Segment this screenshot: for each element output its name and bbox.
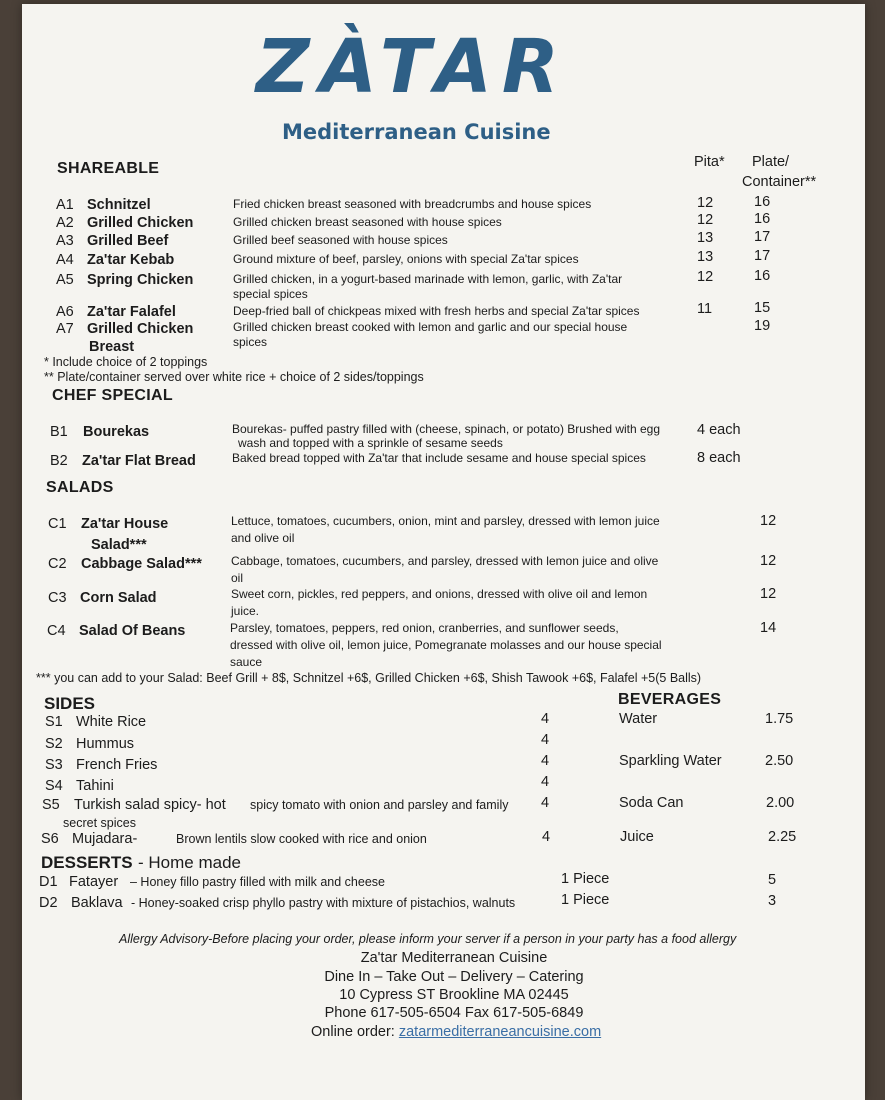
- side-code: S5: [42, 797, 60, 813]
- item-name: Corn Salad: [80, 590, 157, 606]
- item-name-line2: Breast: [89, 339, 135, 355]
- item-description-line2: and olive oil: [231, 531, 295, 545]
- dessert-price: 5: [768, 872, 777, 888]
- restaurant-subtitle: Mediterranean Cuisine: [282, 120, 551, 144]
- side-name: Mujadara-: [72, 831, 138, 847]
- dessert-description: - Honey-soaked crisp phyllo pastry with mixture of pistachios, walnuts: [131, 896, 516, 910]
- item-description: Grilled chicken breast cooked with lemon and garlic and our special house spices: [233, 320, 628, 349]
- item-price-pita: 13: [697, 249, 714, 265]
- footer-restaurant-name: Za'tar Mediterranean Cuisine: [360, 950, 548, 966]
- item-name: Schnitzel: [87, 197, 151, 213]
- column-header-pita: Pita*: [694, 154, 725, 170]
- side-code: S2: [45, 736, 63, 752]
- side-price: 4: [541, 732, 550, 748]
- beverage-price: 2.50: [765, 753, 794, 769]
- item-description: Grilled beef seasoned with house spices: [233, 233, 448, 247]
- item-price-plate: 17: [754, 248, 771, 264]
- online-order-link[interactable]: zatarmediterraneancuisine.com: [398, 1024, 602, 1040]
- section-title-sides: SIDES: [44, 694, 96, 713]
- item-description-line2: juice.: [231, 604, 260, 618]
- desserts-subtitle: - Home made: [138, 853, 241, 872]
- item-price-plate: 19: [754, 318, 771, 334]
- item-name: Grilled Chicken: [87, 321, 194, 337]
- item-code: C1: [48, 516, 67, 532]
- item-description: Ground mixture of beef, parsley, onions with special Za'tar spices: [233, 252, 579, 266]
- dessert-price: 3: [768, 893, 777, 909]
- item-code: A7: [56, 321, 74, 337]
- item-price-plate: 16: [754, 211, 771, 227]
- item-name: Spring Chicken: [87, 272, 194, 288]
- item-description: Sweet corn, pickles, red peppers, and onions, dressed with olive oil and lemon: [231, 587, 648, 601]
- item-code: C3: [48, 590, 67, 606]
- item-price-plate: 17: [754, 229, 771, 245]
- item-description-line2: wash and topped with a sprinkle of sesame seeds: [238, 436, 503, 450]
- item-name: Bourekas: [83, 424, 150, 440]
- footer-phone-fax: Phone 617-505-6504 Fax 617-505-6849: [324, 1005, 584, 1021]
- item-name: Salad Of Beans: [79, 623, 186, 639]
- item-price-plate: 16: [754, 268, 771, 284]
- section-title-salads: SALADS: [46, 479, 114, 496]
- side-name: Tahini: [76, 778, 114, 794]
- item-code: A1: [56, 197, 74, 213]
- side-price: 4: [541, 774, 550, 790]
- item-description-line3: sauce: [230, 655, 263, 669]
- column-header-container: Container**: [742, 174, 817, 190]
- restaurant-logo: ZÀTAR: [256, 24, 569, 110]
- beverage-price: 2.25: [768, 829, 797, 845]
- dessert-quantity: 1 Piece: [561, 871, 610, 887]
- item-code: C4: [47, 623, 66, 639]
- item-code: C2: [48, 556, 67, 572]
- dessert-description: – Honey fillo pastry filled with milk and cheese: [130, 875, 385, 889]
- side-code: S1: [45, 714, 63, 730]
- beverage-name: Water: [619, 711, 658, 727]
- beverage-name: Soda Can: [619, 795, 684, 811]
- item-code: A6: [56, 304, 74, 320]
- salad-addon-note: *** you can add to your Salad: Beef Grill + 8$, Schnitzel +6$, Grilled Chicken +6$, Shish Tawook +6$, Falafel +5(5 Balls): [36, 671, 702, 685]
- item-description: Parsley, tomatoes, peppers, red onion, cranberries, and sunflower seeds,: [230, 621, 619, 635]
- beverage-price: 1.75: [765, 711, 794, 727]
- item-price: 14: [760, 620, 777, 636]
- section-title-chef-special: CHEF SPECIAL: [52, 387, 173, 404]
- item-description: Bourekas- puffed pastry filled with (cheese, spinach, or potato) Brushed with egg: [232, 422, 661, 436]
- item-name: Za'tar House: [81, 516, 169, 532]
- dessert-code: D2: [39, 895, 58, 911]
- side-name: Hummus: [76, 736, 135, 752]
- item-code: A2: [56, 215, 74, 231]
- item-description: Grilled chicken, in a yogurt-based marinade with lemon, garlic, with Za'tar special spices: [233, 272, 623, 301]
- item-price-plate: 15: [754, 300, 771, 316]
- side-description-line2: secret spices: [63, 816, 136, 830]
- item-description: Lettuce, tomatoes, cucumbers, onion, mint and parsley, dressed with lemon juice: [231, 514, 660, 528]
- item-code: A3: [56, 233, 74, 249]
- item-description: Deep-fried ball of chickpeas mixed with fresh herbs and special Za'tar spices: [233, 304, 640, 318]
- item-code: A4: [56, 252, 74, 268]
- item-description: Grilled chicken breast seasoned with house spices: [233, 215, 502, 229]
- section-title-shareable: SHAREABLE: [57, 160, 160, 177]
- item-name: Grilled Beef: [87, 233, 169, 249]
- item-description: Cabbage, tomatoes, cucumbers, and parsley, dressed with lemon juice and olive: [231, 554, 659, 568]
- item-price: 4 each: [697, 422, 741, 438]
- item-price: 8 each: [697, 450, 741, 466]
- side-price: 4: [542, 829, 551, 845]
- beverage-name: Juice: [620, 829, 654, 845]
- allergy-advisory: Allergy Advisory-Before placing your order, please inform your server if a person in your party has a food allergy: [119, 932, 737, 946]
- shareable-note-toppings: * Include choice of 2 toppings: [44, 355, 208, 369]
- footer-online-order: [311, 1024, 601, 1040]
- side-price: 4: [541, 711, 550, 727]
- side-name: Turkish salad spicy- hot: [74, 797, 226, 813]
- beverage-price: 2.00: [766, 795, 795, 811]
- item-price-pita: 13: [697, 230, 714, 246]
- item-price-plate: 16: [754, 194, 771, 210]
- section-title-desserts: DESSERTS: [41, 853, 133, 872]
- item-description-line2: dressed with olive oil, lemon juice, Pomegranate molasses and our house special: [230, 638, 662, 652]
- item-price-pita: 12: [697, 195, 714, 211]
- item-price-pita: 12: [697, 269, 714, 285]
- column-header-plate: Plate/: [752, 154, 790, 170]
- item-price: 12: [760, 513, 777, 529]
- item-code: B2: [50, 453, 68, 469]
- side-price: 4: [541, 753, 550, 769]
- dessert-code: D1: [39, 874, 58, 890]
- item-name-line2: Salad***: [91, 537, 147, 553]
- dessert-name: Baklava: [71, 895, 123, 911]
- item-code: B1: [50, 424, 68, 440]
- online-order-label: Online order:: [311, 1024, 395, 1040]
- item-name: Cabbage Salad***: [81, 556, 202, 572]
- item-description: Baked bread topped with Za'tar that include sesame and house special spices: [232, 451, 646, 465]
- item-name: Za'tar Kebab: [87, 252, 175, 268]
- side-code: S6: [41, 831, 59, 847]
- item-price-pita: 12: [697, 212, 714, 228]
- beverage-name: Sparkling Water: [619, 753, 722, 769]
- side-code: S4: [45, 778, 63, 794]
- footer-address: 10 Cypress ST Brookline MA 02445: [339, 987, 569, 1003]
- side-description: Brown lentils slow cooked with rice and onion: [176, 832, 427, 846]
- item-price-pita: 11: [697, 301, 713, 317]
- item-name: Grilled Chicken: [87, 215, 194, 231]
- item-name: Za'tar Flat Bread: [82, 453, 196, 469]
- item-description: Fried chicken breast seasoned with breadcrumbs and house spices: [233, 197, 592, 211]
- item-code: A5: [56, 272, 74, 288]
- side-description: spicy tomato with onion and parsley and family: [250, 798, 509, 812]
- item-name: Za'tar Falafel: [87, 304, 176, 320]
- section-title-beverages: BEVERAGES: [618, 691, 722, 708]
- side-name: French Fries: [76, 757, 158, 773]
- side-price: 4: [541, 795, 550, 811]
- dessert-quantity: 1 Piece: [561, 892, 610, 908]
- item-description-line2: oil: [231, 571, 244, 585]
- side-code: S3: [45, 757, 63, 773]
- dessert-name: Fatayer: [69, 874, 119, 890]
- item-price: 12: [760, 553, 777, 569]
- footer-services: Dine In – Take Out – Delivery – Catering: [324, 969, 584, 985]
- item-price: 12: [760, 586, 777, 602]
- shareable-note-plate: ** Plate/container served over white rice + choice of 2 sides/toppings: [44, 370, 424, 384]
- side-name: White Rice: [76, 714, 147, 730]
